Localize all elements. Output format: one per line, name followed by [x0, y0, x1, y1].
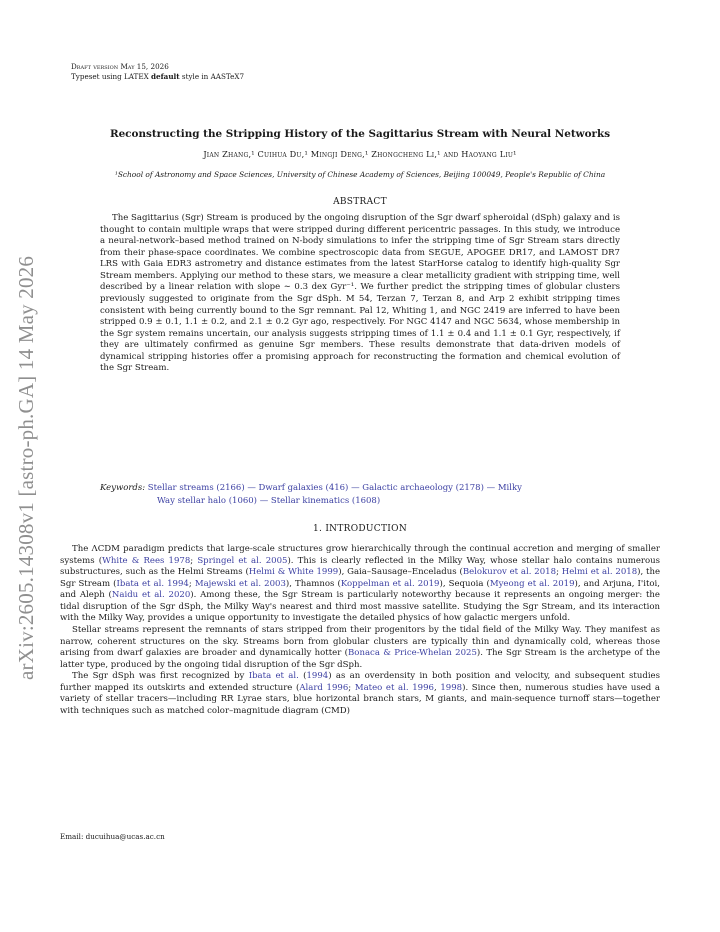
body-text: ;: [188, 578, 195, 589]
body-text: ), the Sgr Stream (: [60, 567, 661, 589]
citation-link[interactable]: Ibata et al.: [248, 671, 299, 682]
body-text: Stellar streams represent the remnants of stars stripped from their progenitors by the tidal field of the Milky Way. They manifest as narrow, coherent structures on the sky. Streams born from globular clusters are typically thin and dynamically cold, whereas those arising from dwarf galaxies are broader and dynamically hotter (: [60, 624, 660, 659]
keywords-label: Keywords:: [100, 483, 146, 493]
body-text: ;: [348, 682, 355, 693]
intro-paragraph-1: [60, 544, 660, 625]
body-text: ,: [433, 682, 441, 693]
body-text: ), Sequoia (: [439, 578, 490, 589]
author-list: Jian Zhang,¹ Cuihua Du,¹ Mingji Deng,¹ Zhongcheng Li,¹ and Haoyang Liu¹: [203, 149, 517, 159]
keywords-block: [100, 482, 620, 509]
citation-link[interactable]: Belokurov et al. 2018: [462, 567, 557, 578]
body-text: (: [298, 671, 307, 682]
citation-link[interactable]: White & Rees 1978: [102, 555, 191, 566]
draft-label: Draft version: [71, 62, 119, 71]
citation-link[interactable]: 1998: [440, 682, 463, 693]
paper-title: Reconstructing the Stripping History of the Sagittarius Stream with Neural Networks: [109, 128, 611, 140]
body-text: ), Thamnos (: [285, 578, 341, 589]
body-text: ). Since then, numerous studies have used a variety of stellar tracers—including RR Lyrae stars, blue horizontal branch stars, M giants, and main-sequence turnoff stars—together with techniques such as matched color–magnitude diagram (CMD): [60, 682, 661, 716]
corresponding-email: Email: ducuihua@ucas.ac.cn: [60, 832, 165, 841]
typeset-text-c: style in AASTeX7: [179, 72, 245, 81]
introduction-body: [60, 544, 660, 717]
keywords-line-2[interactable]: Way stellar halo (1060) — Stellar kinematics (1608): [157, 496, 381, 507]
typeset-line: [71, 72, 244, 82]
intro-paragraph-3: [60, 671, 660, 717]
body-text: ), Gaia–Sausage–Enceladus (: [338, 567, 463, 578]
draft-line: [71, 62, 244, 72]
citation-link[interactable]: Mateo et al. 1996: [354, 682, 434, 693]
citation-link[interactable]: Myeong et al. 2019: [489, 578, 575, 589]
keywords-line-1[interactable]: Stellar streams (2166) — Dwarf galaxies (416) — Galactic archaeology (2178) — Milky: [147, 483, 522, 493]
citation-link[interactable]: Springel et al. 2005: [197, 555, 288, 566]
body-text: ). The Sgr Stream is the archetype of the latter type, produced by the ongoing tidal disruption of the Sgr dSph.: [60, 648, 660, 670]
body-text: ). This is clearly reflected in the Milky Way, whose stellar halo contains numerous substructures, such as the Helmi Streams (: [60, 555, 661, 578]
intro-paragraph-2: [60, 625, 660, 671]
citation-link[interactable]: Helmi & White 1999: [248, 567, 339, 578]
typeset-text-a: Typeset using LATEX: [71, 72, 151, 81]
body-text: ). Among these, the Sgr Stream is particularly noteworthy because it represents an ongoing merger: the tidal disruption of the Sgr dSph, the Milky Way's nearest and third most massive satellite. Studying the Sgr Stream, and its interaction with the Milky Way, provides a unique opportunity to investigate the detailed physics of how galactic mergers unfold.: [60, 590, 660, 624]
citation-link[interactable]: 1994: [306, 671, 329, 682]
body-text: ;: [190, 555, 198, 566]
affiliation: ¹School of Astronomy and Space Sciences, University of Chinese Academy of Sciences, Beijing 100049, People's Republic of China: [114, 170, 606, 179]
citation-link[interactable]: Majewski et al. 2003: [194, 578, 286, 589]
citation-link[interactable]: Alard 1996: [299, 682, 349, 693]
body-text: ;: [556, 567, 562, 578]
body-text: ) as an overdensity in both position and velocity, and subsequent studies further mapped its outskirts and extended structure (: [60, 671, 660, 693]
citation-link[interactable]: Helmi et al. 2018: [561, 567, 638, 578]
arxiv-sidebar-id: arXiv:2605.14308v1 [astro-ph.GA] 14 May 2026: [14, 255, 38, 680]
draft-date: May 15, 2026: [120, 62, 169, 71]
abstract-heading: ABSTRACT: [333, 197, 387, 207]
body-text: The Sgr dSph was first recognized by: [72, 671, 249, 682]
page-header: [71, 62, 244, 82]
typeset-text-b: default: [150, 72, 180, 81]
citation-link[interactable]: Koppelman et al. 2019: [340, 578, 440, 589]
abstract-text: The Sagittarius (Sgr) Stream is produced by the ongoing disruption of the Sgr dwarf spheroidal (dSph) galaxy and is thought to contain multiple wraps that were stripped during different pericentric passages. In this study, we introduce a neural-network–based method trained on N-body simulations to infer the stripping time of Sgr Stream stars directly from their phase-space coordinates. We combine spectroscopic data from SEGUE, APOGEE DR17, and LAMOST DR7 LRS with Gaia EDR3 astrometry and distance estimates from the latest StarHorse catalog to identify high-quality Sgr Stream members. Applying our method to these stars, we measure a clear metallicity gradient with stripping time, well described by a linear relation with slope ∼ 0.3 dex Gyr⁻¹. We further predict the stripping times of globular clusters previously suggested to originate from the Sgr dSph. M 54, Terzan 7, Terzan 8, and Arp 2 exhibit stripping times consistent with being currently bound to the Sgr remnant. Pal 12, Whiting 1, and NGC 2419 are inferred to have been stripped 0.9 ± 0.1, 1.1 ± 0.2, and 2.1 ± 0.2 Gyr ago, respectively. For NGC 4147 and NGC 5634, whose membership in the Sgr system remains uncertain, our analysis suggests stripping times of 1.1 ± 0.4 and 1.1 ± 0.1 Gyr, respectively, if they are ultimately confirmed as genuine Sgr members. These results demonstrate that data-driven models of dynamical stripping histories offer a promising approach for reconstructing the formation and chemical evolution of the Sgr Stream.: [100, 213, 620, 374]
citation-link[interactable]: Bonaca & Price-Whelan 2025: [348, 648, 477, 659]
section-heading-introduction: 1. INTRODUCTION: [312, 524, 408, 534]
citation-link[interactable]: Naidu et al. 2020: [111, 590, 191, 601]
citation-link[interactable]: Ibata et al. 1994: [116, 578, 189, 589]
body-text: ), and Arjuna, I'itoi, and Aleph (: [60, 578, 661, 601]
body-text: The ΛCDM paradigm predicts that large-scale structures grow hierarchically through the continual accretion and merging of smaller systems (: [60, 544, 660, 566]
